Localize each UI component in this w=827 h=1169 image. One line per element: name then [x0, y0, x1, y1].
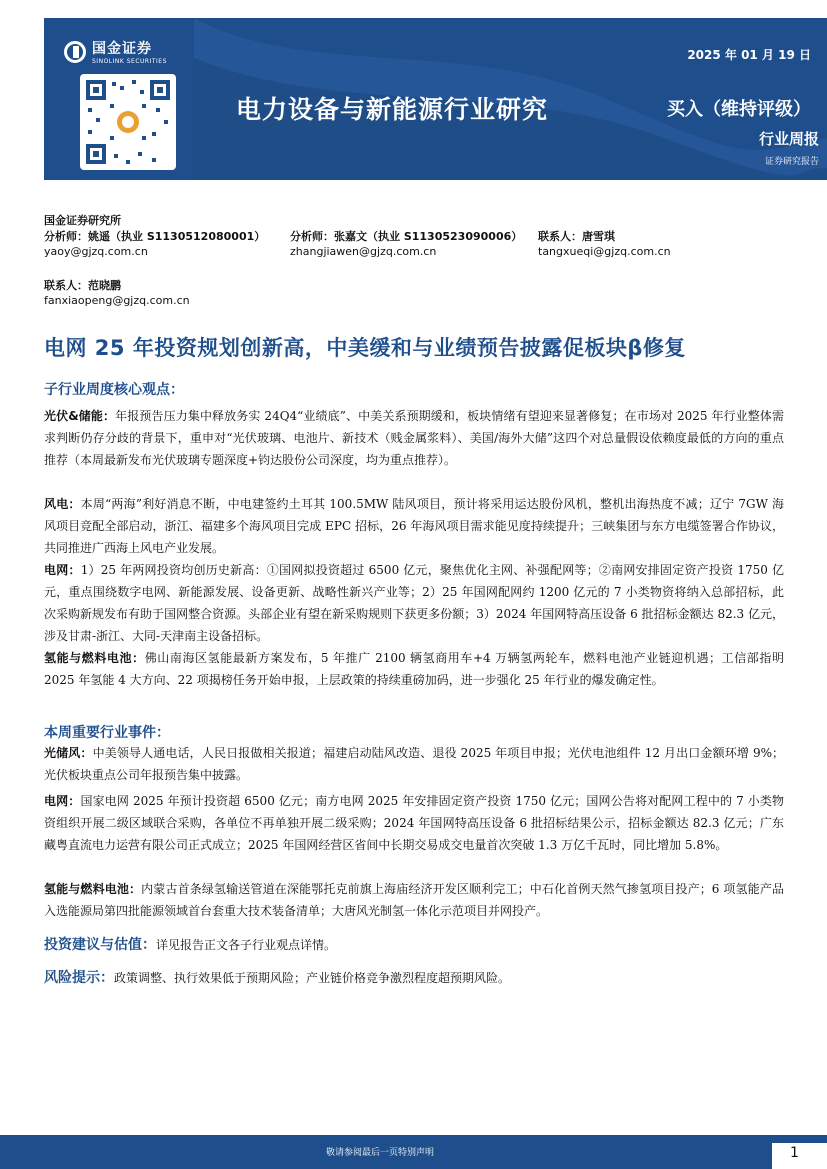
qr-pattern-icon: [80, 74, 176, 170]
logo-text-cn: 国金证券: [92, 41, 152, 57]
paragraph-pv-storage: [44, 405, 784, 471]
logo-text-en: SINOLINK SECURITIES: [92, 58, 167, 65]
paragraph-lead: 风电：: [44, 497, 81, 511]
paragraph-lead: 电网：: [44, 794, 81, 808]
paragraph-lead: 光储风：: [44, 746, 93, 760]
investment-advice: [44, 934, 336, 954]
institute-name: 国金证券研究所: [44, 214, 121, 227]
report-date: 2025 年 01 月 19 日: [687, 48, 811, 62]
paragraph-lead: 氢能与燃料电池：: [44, 882, 142, 896]
page-number: 1: [790, 1145, 799, 1161]
analyst-1: 分析师：姚遥（执业 S1130512080001）: [44, 230, 266, 243]
contact-2-email[interactable]: fanxiaopeng@gjzq.com.cn: [44, 294, 190, 307]
footer-disclaimer: 敬请参阅最后一页特别声明: [325, 1148, 434, 1158]
contact-2: 联系人：范晓鹏: [44, 279, 121, 292]
investment-advice-text: 详见报告正文各子行业观点详情。: [156, 938, 337, 952]
analyst-2: 分析师：张嘉文（执业 S1130523090006）: [290, 230, 523, 243]
page-footer: [0, 1135, 827, 1169]
page-number-box: [772, 1143, 827, 1169]
rating-label: 买入（维持评级）: [667, 99, 811, 120]
paragraph-lead: 电网：: [44, 563, 81, 577]
section-core-views-title: 子行业周度核心观点：: [44, 382, 184, 398]
paragraph-lead: 光伏&储能：: [44, 409, 116, 423]
event-pv-storage-wind: [44, 742, 784, 786]
qr-code: [80, 74, 176, 170]
paragraph-body: 佛山南海区氢能最新方案发布，5 年推广 2100 辆氢商用车+4 万辆氢两轮车，燃料电池产业链迎机遇；工信部指明 2025 年氢能 4 大方向、22 项揭榜任务开始申报，上层政策的持续重磅加码，进一步强化 25 年行业的爆发确定性。: [44, 651, 784, 687]
report-type: 行业周报: [758, 130, 819, 148]
contact-1-email[interactable]: tangxueqi@gjzq.com.cn: [538, 245, 671, 258]
paragraph-grid: [44, 559, 784, 647]
event-grid: [44, 790, 784, 856]
risk-warning-title: 风险提示：: [44, 970, 114, 986]
risk-warning-text: 政策调整、执行效果低于预期风险；产业链价格竞争激烈程度超预期风险。: [114, 971, 511, 985]
paragraph-body: 国家电网 2025 年预计投资超 6500 亿元；南方电网 2025 年安排固定资产投资 1750 亿元；国网公告将对配网工程中的 7 小类物资组织开展二级区域联合采购，各单位不再单独开展二级采购；2024 年国网特高压设备 6 批招标结果公示，招标金额达 82.3 亿元；广东藏粤直流电力运营有限公司正式成立；2025 年国网经营区省间中长期交易成交电量首次突破 1.3 万亿千瓦时，同比增加 5.8%。: [44, 794, 784, 852]
paragraph-body: 1）25 年两网投资均创历史新高：①国网拟投资超过 6500 亿元，聚焦优化主网、补强配网等；②南网安排固定资产投资 1750 亿元，重点围绕数字电网、新能源发展、设备更新、战略性新兴产业等；2）25 年国网配网约 1200 亿元的 7 小类物资将纳入总部招标，此次采购新规发布有助于国网整合资源。头部企业有望在新采购规则下获更多份额；3）2024 年国网特高压设备 6 批招标金额达 82.3 亿元，涉及甘肃-浙江、大同-天津南主设备招标。: [44, 563, 784, 643]
report-header-banner: [44, 18, 827, 180]
contact-1: 联系人：唐雪琪: [538, 230, 615, 243]
paragraph-hydrogen: [44, 647, 784, 691]
report-subtype: 证券研究报告: [764, 157, 819, 167]
logo-icon: [64, 41, 86, 63]
paragraph-body: 内蒙古首条绿氢输送管道在深能鄂托克前旗上海庙经济开发区顺利完工；中石化首例天然气掺氢项目投产；6 项氢能产品入选能源局第四批能源领域首台套重大技术装备清单；大唐风光制氢一体化示范项目并网投产。: [44, 882, 784, 918]
section-events-title: 本周重要行业事件：: [44, 725, 170, 741]
investment-advice-title: 投资建议与估值：: [44, 937, 156, 953]
risk-warning: [44, 967, 510, 987]
company-logo: [64, 38, 167, 65]
paragraph-lead: 氢能与燃料电池：: [44, 651, 145, 665]
paragraph-body: 年报预告压力集中释放务实 24Q4“业绩底”、中美关系预期缓和，板块情绪有望迎来显著修复；在市场对 2025 年行业整体需求判断仍存分歧的背景下，重申对“光伏玻璃、电池片、新技术（贱金属浆料）、美国/海外大储”这四个对总量假设依赖度最低的方向的重点推荐（本周最新发布光伏玻璃专题深度+钧达股份公司深度，均为重点推荐）。: [44, 409, 785, 467]
analyst-1-email[interactable]: yaoy@gjzq.com.cn: [44, 245, 148, 258]
analyst-2-email[interactable]: zhangjiawen@gjzq.com.cn: [290, 245, 437, 258]
paragraph-body: 中美领导人通电话，人民日报做相关报道；福建启动陆风改造、退役 2025 年项目申报；光伏电池组件 12 月出口金额环增 9%；光伏板块重点公司年报预告集中披露。: [44, 746, 784, 782]
report-headline: 电网 25 年投资规划创新高，中美缓和与业绩预告披露促板块β修复: [44, 336, 686, 360]
paragraph-body: 本周“两海”利好消息不断，中电建签约土耳其 100.5MW 陆风项目，预计将采用运达股份风机，整机出海热度不减；辽宁 7GW 海风项目竞配全部启动，浙江、福建多个海风项目完成 EPC 招标，26 年海风项目需求能见度持续提升；三峡集团与东方电缆签署合作协议，共同推进广西海上风电产业发展。: [44, 497, 784, 555]
paragraph-wind: [44, 493, 784, 559]
event-hydrogen: [44, 878, 784, 922]
industry-title: 电力设备与新能源行业研究: [236, 95, 549, 124]
